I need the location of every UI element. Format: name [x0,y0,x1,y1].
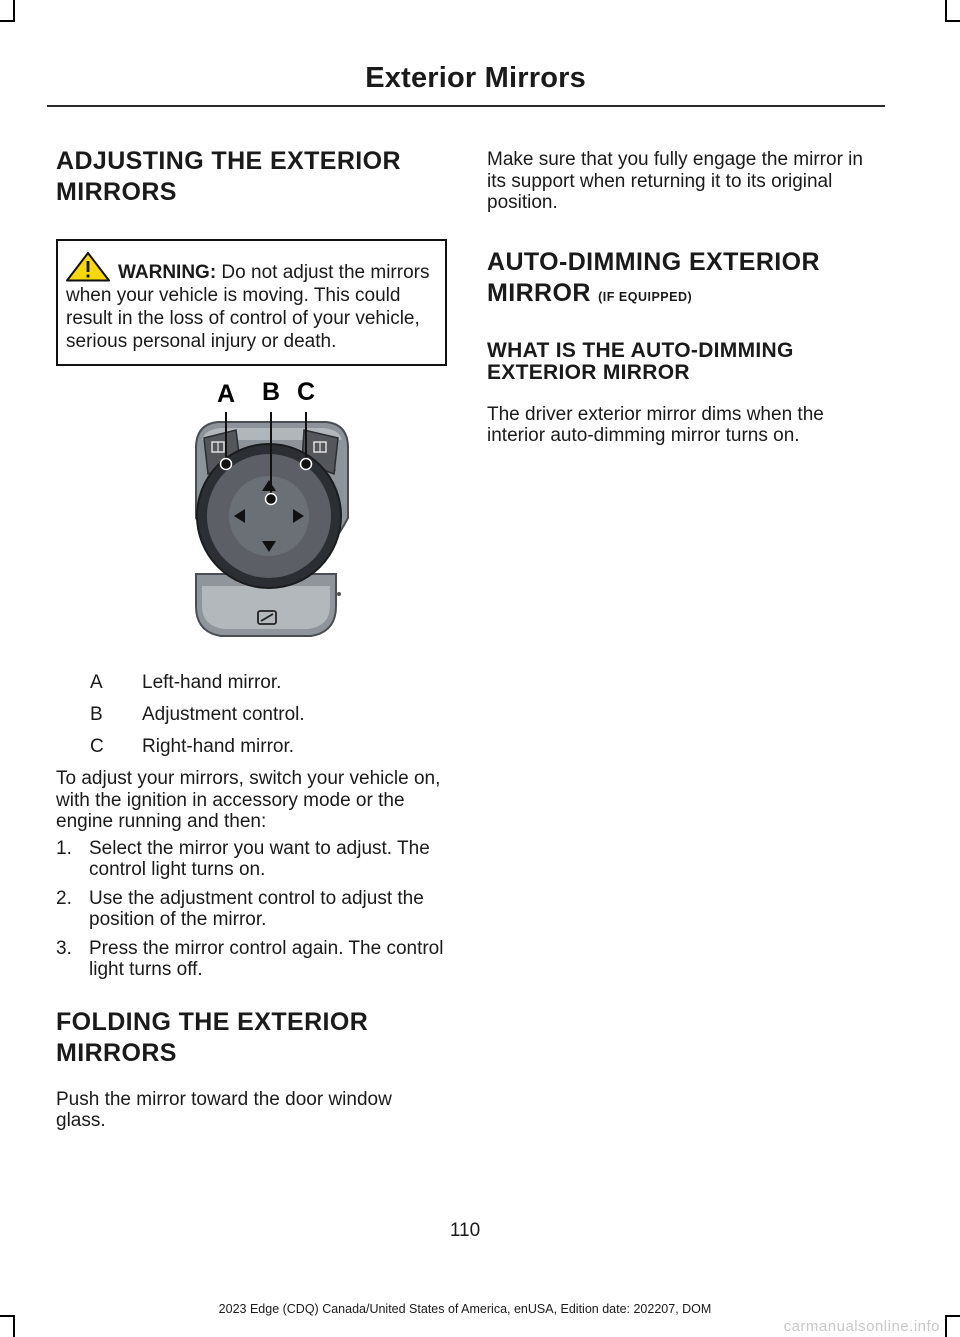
callout-dot-b [266,494,277,505]
what-is-text: The driver exterior mirror dims when the interior auto-dimming mirror turns on. [487,403,824,446]
auto-heading-line1: AUTO-DIMMING EXTERIOR [487,247,820,276]
watermark: carmanualsonline.info [783,1318,940,1335]
adjust-intro-text: To adjust your mirrors, switch your vehicle on, with the ignition in accessory mode or the engine running and then: [56,768,441,832]
legend-item [56,736,446,757]
mirror-control-figure [56,378,446,656]
auto-heading-line2: MIRROR [487,278,591,307]
crop-mark [0,20,15,22]
crop-mark [945,20,960,22]
step-text: Use the adjustment control to adjust the position of the mirror. [89,887,424,930]
adjust-steps-list [56,838,446,981]
legend-item [56,704,446,725]
figure-label-a: A [216,380,236,408]
warning-text: Do not adjust the mirrors when your vehicle is moving. This could result in the loss of control of your vehicle, serious personal injury or death. [66,262,430,352]
warning-label: WARNING: [118,262,217,283]
fold-button-face [202,586,330,629]
fold-heading-line2: MIRRORS [56,1038,177,1067]
legend-key: C [90,736,104,757]
list-item [56,888,446,931]
step-text: Select the mirror you want to adjust. The control light turns on. [89,837,430,880]
legend-key: B [90,704,103,725]
figure-label-b: B [261,378,281,406]
step-number: 3. [56,937,72,959]
crop-mark [945,1315,960,1317]
what-heading-line1: WHAT IS THE AUTO-DIMMING [487,338,794,362]
fold-mirrors-heading [56,1007,446,1069]
what-heading-line2: EXTERIOR MIRROR [487,360,690,384]
crop-mark [13,1315,15,1337]
fold-text: Push the mirror toward the door window glass. [56,1088,392,1131]
right-column [487,146,887,447]
step-text: Press the mirror control again. The control light turns off. [89,937,444,980]
legend-key: A [90,672,103,693]
list-item [56,838,446,881]
legend-item [56,672,446,693]
crop-mark [945,0,947,20]
fold-heading-line1: FOLDING THE EXTERIOR [56,1007,369,1036]
callout-dot-c [301,459,312,470]
legend-value: Right-hand mirror. [142,736,295,757]
legend-value: Left-hand mirror. [142,672,282,693]
mirror-control-illustration [56,378,446,656]
edition-info: 2023 Edge (CDQ) Canada/United States of America, enUSA, Edition date: 202207, DOM [218,1302,712,1316]
crop-mark [945,1315,947,1337]
adjust-mirrors-heading [56,146,446,208]
warning-box [56,239,447,366]
figure-label-c: C [296,378,316,406]
adjust-heading-line2: MIRRORS [56,178,177,206]
crop-mark [13,0,15,20]
callout-dot-a [221,459,232,470]
header-divider [47,105,885,107]
legend-value: Adjustment control. [142,704,305,725]
figure-legend [56,672,446,757]
page-number: 110 [449,1220,481,1241]
list-item [56,938,446,981]
warning-triangle-icon [66,252,116,282]
fold-indicator-dot [337,592,341,596]
if-equipped-label: (IF EQUIPPED) [598,289,693,304]
what-is-auto-dimming-heading [487,340,887,384]
page-title: Exterior Mirrors [365,62,586,94]
adjust-heading-line1: ADJUSTING THE EXTERIOR [56,147,401,175]
step-number: 2. [56,887,72,909]
fold-return-text: Make sure that you fully engage the mirror in its support when returning it to its original position. [487,149,863,213]
left-column [56,146,446,1132]
auto-dimming-heading [487,247,887,313]
step-number: 1. [56,837,72,859]
